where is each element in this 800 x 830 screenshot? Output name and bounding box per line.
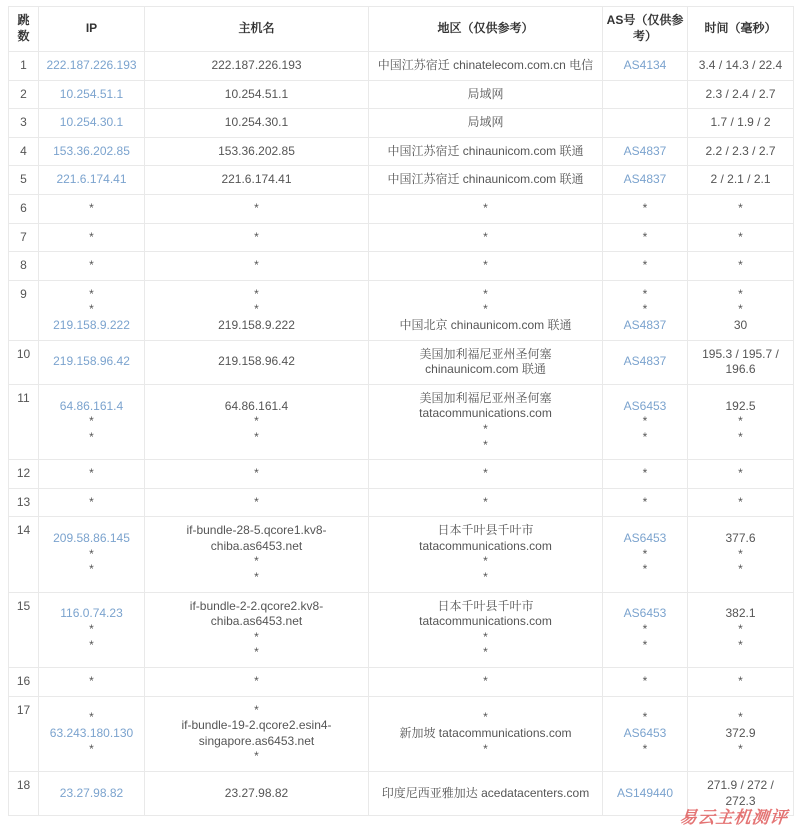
asn-value: *: [642, 562, 648, 577]
ip-cell: [39, 80, 145, 109]
column-header-host: 主机名: [145, 7, 369, 52]
hop-cell: 16: [9, 668, 39, 697]
time-cell: [688, 340, 794, 384]
host-value: *: [254, 466, 259, 481]
asn-value: *: [642, 414, 648, 429]
asn-link[interactable]: AS4837: [623, 317, 667, 332]
header-row: [9, 7, 794, 52]
asn-cell: [603, 384, 688, 459]
host-value: *: [254, 229, 259, 244]
column-header-region: 地区（仅供参考）: [369, 7, 603, 52]
host-value: *: [254, 429, 259, 444]
time-value: *: [738, 710, 743, 725]
host-value: *: [254, 702, 259, 717]
region-value: 中国北京 chinaunicom.com 联通: [399, 317, 572, 332]
asn-value: *: [642, 622, 648, 637]
region-cell: [369, 166, 603, 195]
time-cell: [688, 52, 794, 81]
time-value: 271.9 / 272 / 272.3: [707, 778, 774, 808]
ip-cell: [39, 194, 145, 223]
region-value: *: [483, 645, 488, 660]
host-cell: [145, 384, 369, 459]
asn-cell: [603, 488, 688, 517]
region-value: 局域网: [467, 86, 504, 101]
host-cell: [145, 592, 369, 667]
hop-cell: 3: [9, 109, 39, 138]
asn-value: *: [642, 302, 648, 317]
hop-cell: 10: [9, 340, 39, 384]
time-value: *: [738, 429, 743, 444]
asn-link[interactable]: AS4837: [623, 172, 667, 187]
ip-value: *: [89, 414, 94, 429]
table-row: [9, 696, 794, 771]
region-value: *: [483, 554, 488, 569]
hop-cell: 1: [9, 52, 39, 81]
asn-link[interactable]: AS4134: [623, 58, 667, 72]
host-cell: [145, 252, 369, 281]
table-row: [9, 137, 794, 166]
ip-cell: [39, 109, 145, 138]
ip-cell: [39, 488, 145, 517]
time-value: 3.4 / 14.3 / 22.4: [698, 58, 783, 72]
time-value: 2.3 / 2.4 / 2.7: [705, 86, 776, 101]
region-value: *: [483, 494, 488, 509]
host-cell: [145, 280, 369, 340]
host-cell: [145, 340, 369, 384]
region-cell: [369, 696, 603, 771]
region-value: *: [483, 437, 488, 452]
region-value: *: [483, 466, 488, 481]
time-cell: [688, 488, 794, 517]
region-cell: [369, 772, 603, 816]
table-row: [9, 109, 794, 138]
asn-cell: [603, 280, 688, 340]
time-value: 2 / 2.1 / 2.1: [710, 172, 771, 187]
time-cell: [688, 166, 794, 195]
ip-link[interactable]: 209.58.86.145: [53, 531, 130, 546]
asn-value: *: [642, 494, 648, 509]
host-value: *: [254, 494, 259, 509]
table-row: [9, 592, 794, 667]
host-value: *: [254, 258, 259, 273]
region-cell: [369, 280, 603, 340]
ip-cell: [39, 52, 145, 81]
asn-value: *: [642, 674, 648, 689]
asn-link[interactable]: AS6453: [623, 726, 667, 741]
ip-link[interactable]: 116.0.74.23: [60, 606, 123, 621]
asn-cell: [603, 517, 688, 592]
host-value: 64.86.161.4: [224, 398, 289, 413]
host-cell: [145, 80, 369, 109]
region-value: *: [483, 421, 488, 436]
ip-cell: [39, 280, 145, 340]
column-header-ip: IP: [39, 7, 145, 52]
region-cell: [369, 137, 603, 166]
region-value: 局域网: [467, 115, 504, 130]
host-value: 219.158.9.222: [218, 317, 295, 332]
table-row: [9, 166, 794, 195]
ip-value: *: [89, 302, 94, 317]
host-value: 23.27.98.82: [224, 785, 289, 800]
host-value: *: [254, 414, 259, 429]
time-cell: [688, 194, 794, 223]
ip-cell: [39, 696, 145, 771]
region-cell: [369, 460, 603, 489]
host-cell: [145, 772, 369, 816]
region-value: *: [483, 200, 488, 215]
time-value: *: [738, 674, 743, 689]
ip-value: *: [89, 637, 94, 652]
time-cell: [688, 592, 794, 667]
hop-cell: 14: [9, 517, 39, 592]
asn-cell: [603, 696, 688, 771]
hop-cell: 11: [9, 384, 39, 459]
table-row: [9, 772, 794, 816]
host-value: 153.36.202.85: [218, 143, 295, 158]
ip-value: *: [89, 494, 94, 509]
region-value: *: [483, 674, 488, 689]
ip-value: *: [89, 286, 94, 301]
host-value: if-bundle-19-2.qcore2.esin4-singapore.as6453.net: [181, 718, 332, 748]
ip-cell: [39, 137, 145, 166]
host-value: if-bundle-28-5.qcore1.kv8-chiba.as6453.net: [186, 523, 327, 553]
asn-value: *: [642, 546, 648, 561]
asn-value: *: [642, 286, 648, 301]
asn-cell: [603, 80, 688, 109]
ip-link[interactable]: 10.254.30.1: [59, 115, 124, 130]
asn-link[interactable]: AS6453: [623, 531, 667, 546]
time-value: *: [738, 741, 743, 756]
ip-link[interactable]: 10.254.51.1: [59, 86, 124, 101]
ip-link[interactable]: 222.187.226.193: [46, 58, 137, 72]
time-cell: [688, 223, 794, 252]
hop-cell: 6: [9, 194, 39, 223]
host-cell: [145, 696, 369, 771]
asn-cell: [603, 137, 688, 166]
hop-cell: 7: [9, 223, 39, 252]
asn-cell: [603, 223, 688, 252]
time-value: *: [738, 229, 743, 244]
ip-value: *: [89, 258, 94, 273]
region-value: 日本千叶县千叶市 tatacommunications.com: [419, 523, 552, 553]
host-value: *: [254, 570, 259, 585]
time-value: 195.3 / 195.7 / 196.6: [702, 346, 779, 377]
hop-cell: 2: [9, 80, 39, 109]
time-value: 377.6: [725, 531, 756, 546]
host-value: 222.187.226.193: [211, 58, 302, 72]
asn-value: *: [642, 637, 648, 652]
region-cell: [369, 488, 603, 517]
time-value: *: [738, 414, 743, 429]
ip-link[interactable]: 153.36.202.85: [53, 143, 130, 158]
asn-value: *: [642, 200, 648, 215]
region-cell: [369, 592, 603, 667]
time-value: *: [738, 466, 743, 481]
hop-cell: 18: [9, 772, 39, 816]
hop-cell: 13: [9, 488, 39, 517]
time-value: 2.2 / 2.3 / 2.7: [705, 143, 776, 158]
host-value: *: [254, 645, 259, 660]
region-cell: [369, 194, 603, 223]
asn-link[interactable]: AS6453: [623, 398, 667, 413]
ip-link[interactable]: 219.158.9.222: [53, 317, 130, 332]
asn-value: *: [642, 466, 648, 481]
asn-link[interactable]: AS6453: [623, 606, 667, 621]
hop-cell: 15: [9, 592, 39, 667]
asn-cell: [603, 460, 688, 489]
ip-link[interactable]: 64.86.161.4: [59, 398, 124, 413]
host-value: *: [254, 302, 259, 317]
asn-cell: [603, 194, 688, 223]
time-cell: [688, 384, 794, 459]
ip-link[interactable]: 219.158.96.42: [53, 354, 130, 369]
ip-link[interactable]: 23.27.98.82: [59, 785, 124, 800]
table-row: [9, 252, 794, 281]
region-value: *: [483, 570, 488, 585]
column-header-time: 时间（毫秒）: [688, 7, 794, 52]
region-value: 中国江苏宿迁 chinaunicom.com 联通: [387, 172, 584, 187]
table-row: [9, 668, 794, 697]
ip-value: *: [89, 546, 94, 561]
host-value: *: [254, 629, 259, 644]
ip-value: *: [89, 466, 94, 481]
host-value: 221.6.174.41: [221, 172, 292, 187]
ip-cell: [39, 223, 145, 252]
host-cell: [145, 223, 369, 252]
time-value: *: [738, 200, 743, 215]
ip-value: *: [89, 429, 94, 444]
region-value: 新加坡 tatacommunications.com: [399, 726, 572, 741]
table-row: [9, 460, 794, 489]
region-value: *: [483, 286, 488, 301]
traceroute-table: [8, 6, 794, 816]
time-value: *: [738, 302, 743, 317]
time-cell: [688, 668, 794, 697]
time-value: 1.7 / 1.9 / 2: [710, 115, 771, 130]
region-value: *: [483, 258, 488, 273]
region-cell: [369, 384, 603, 459]
ip-cell: [39, 252, 145, 281]
ip-value: *: [89, 741, 94, 756]
region-value: 印度尼西亚雅加达 acedatacenters.com: [381, 785, 590, 800]
asn-cell: [603, 592, 688, 667]
time-value: 372.9: [725, 726, 756, 741]
hop-cell: 17: [9, 696, 39, 771]
time-value: 382.1: [725, 606, 756, 621]
time-value: *: [738, 622, 743, 637]
region-cell: [369, 109, 603, 138]
table-row: [9, 488, 794, 517]
region-value: 美国加利福尼亚州圣何塞 tatacommunications.com: [419, 390, 552, 421]
region-value: 中国江苏宿迁 chinatelecom.com.cn 电信: [377, 58, 594, 72]
time-cell: [688, 80, 794, 109]
time-value: *: [738, 286, 743, 301]
asn-cell: [603, 252, 688, 281]
time-value: *: [738, 637, 743, 652]
host-cell: [145, 137, 369, 166]
table-row: [9, 340, 794, 384]
time-value: *: [738, 562, 743, 577]
region-value: *: [483, 741, 488, 756]
time-cell: [688, 109, 794, 138]
region-value: *: [483, 229, 488, 244]
column-header-asn: AS号（仅供参考）: [603, 7, 688, 52]
table-row: [9, 194, 794, 223]
traceroute-table-body: [9, 52, 794, 816]
time-cell: [688, 772, 794, 816]
table-row: [9, 223, 794, 252]
time-cell: [688, 137, 794, 166]
ip-cell: [39, 592, 145, 667]
hop-cell: 4: [9, 137, 39, 166]
asn-link[interactable]: AS149440: [616, 785, 674, 800]
time-cell: [688, 460, 794, 489]
asn-value: *: [642, 710, 648, 725]
time-value: 30: [733, 317, 748, 332]
host-value: *: [254, 286, 259, 301]
host-cell: [145, 517, 369, 592]
watermark: 易云主机测评: [678, 808, 789, 827]
table-row: [9, 280, 794, 340]
time-value: 192.5: [725, 398, 756, 413]
host-value: *: [254, 749, 259, 764]
region-value: *: [483, 629, 488, 644]
region-cell: [369, 340, 603, 384]
time-cell: [688, 280, 794, 340]
host-cell: [145, 460, 369, 489]
ip-value: *: [89, 710, 94, 725]
ip-value: *: [89, 200, 94, 215]
asn-link[interactable]: AS4837: [623, 143, 667, 158]
asn-cell: [603, 772, 688, 816]
asn-value: *: [642, 741, 648, 756]
hop-cell: 5: [9, 166, 39, 195]
hop-cell: 9: [9, 280, 39, 340]
time-value: *: [738, 546, 743, 561]
region-value: *: [483, 302, 488, 317]
column-header-hop: 跳数: [9, 7, 39, 52]
time-cell: [688, 517, 794, 592]
region-value: 美国加利福尼亚州圣何塞 chinaunicom.com 联通: [419, 346, 552, 377]
ip-link[interactable]: 63.243.180.130: [49, 726, 134, 741]
ip-value: *: [89, 622, 94, 637]
ip-cell: [39, 668, 145, 697]
table-header: [9, 7, 794, 52]
time-cell: [688, 252, 794, 281]
asn-value: *: [642, 429, 648, 444]
region-cell: [369, 52, 603, 81]
table-row: [9, 80, 794, 109]
asn-cell: [603, 668, 688, 697]
asn-cell: [603, 109, 688, 138]
region-value: *: [483, 710, 488, 725]
host-cell: [145, 109, 369, 138]
asn-value: *: [642, 229, 648, 244]
host-value: *: [254, 200, 259, 215]
time-value: *: [738, 258, 743, 273]
asn-link[interactable]: AS4837: [623, 354, 667, 369]
region-cell: [369, 517, 603, 592]
ip-cell: [39, 460, 145, 489]
region-value: 日本千叶县千叶市 tatacommunications.com: [419, 598, 552, 629]
table-row: [9, 517, 794, 592]
time-value: *: [738, 494, 743, 509]
ip-cell: [39, 517, 145, 592]
ip-value: *: [89, 229, 94, 244]
region-cell: [369, 80, 603, 109]
host-value: *: [254, 554, 259, 569]
hop-cell: 8: [9, 252, 39, 281]
asn-cell: [603, 52, 688, 81]
host-cell: [145, 668, 369, 697]
ip-link[interactable]: 221.6.174.41: [56, 172, 127, 187]
ip-cell: [39, 384, 145, 459]
ip-value: *: [89, 562, 94, 577]
time-cell: [688, 696, 794, 771]
host-value: if-bundle-2-2.qcore2.kv8-chiba.as6453.net: [189, 598, 324, 629]
asn-value: *: [642, 258, 648, 273]
hop-cell: 12: [9, 460, 39, 489]
ip-cell: [39, 340, 145, 384]
host-value: *: [254, 674, 259, 689]
host-value: 10.254.51.1: [224, 86, 289, 101]
host-cell: [145, 166, 369, 195]
table-row: [9, 384, 794, 459]
asn-cell: [603, 340, 688, 384]
asn-cell: [603, 166, 688, 195]
ip-value: *: [89, 674, 94, 689]
host-value: 219.158.96.42: [218, 354, 295, 369]
host-cell: [145, 52, 369, 81]
ip-cell: [39, 166, 145, 195]
host-value: 10.254.30.1: [224, 115, 289, 130]
table-row: [9, 52, 794, 81]
region-value: 中国江苏宿迁 chinaunicom.com 联通: [387, 143, 584, 158]
region-cell: [369, 668, 603, 697]
host-cell: [145, 194, 369, 223]
host-cell: [145, 488, 369, 517]
region-cell: [369, 223, 603, 252]
ip-cell: [39, 772, 145, 816]
region-cell: [369, 252, 603, 281]
